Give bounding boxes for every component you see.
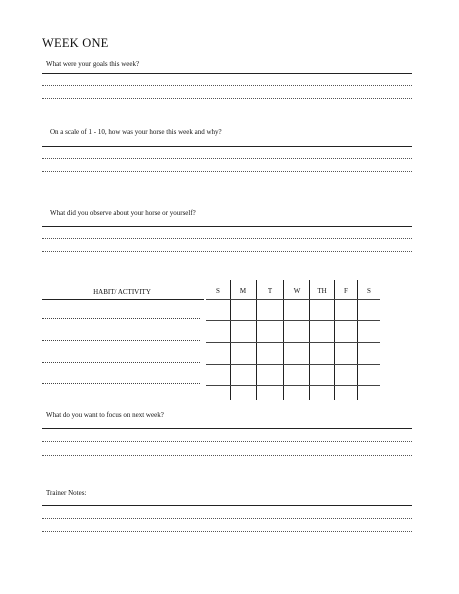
day-header-t: T xyxy=(267,287,273,295)
focus-answer-line-1[interactable] xyxy=(42,428,412,429)
habit-entry-line-2[interactable] xyxy=(42,340,200,341)
day-header-s1: S xyxy=(216,287,220,295)
rating-answer-line-3[interactable] xyxy=(42,171,412,172)
grid-row-line-5 xyxy=(206,385,380,386)
page-title: WEEK ONE xyxy=(42,36,109,50)
trainer-notes-line-1[interactable] xyxy=(42,505,412,506)
trainer-notes-line-3[interactable] xyxy=(42,531,412,532)
observe-answer-line-2[interactable] xyxy=(42,238,412,239)
habit-activity-header: HABIT/ ACTIVITY xyxy=(93,288,151,296)
goals-answer-line-2[interactable] xyxy=(42,85,412,86)
rating-answer-line-2[interactable] xyxy=(42,158,412,159)
day-header-m: M xyxy=(239,287,247,295)
day-header-f: F xyxy=(344,287,348,295)
grid-vline-1 xyxy=(230,280,231,400)
grid-row-line-3 xyxy=(206,342,380,343)
focus-answer-line-2[interactable] xyxy=(42,441,412,442)
grid-row-line-4 xyxy=(206,364,380,365)
grid-vline-2 xyxy=(256,280,257,400)
grid-vline-6 xyxy=(357,280,358,400)
goals-answer-line-3[interactable] xyxy=(42,98,412,99)
rating-answer-line-1[interactable] xyxy=(42,146,412,147)
observe-answer-line-1[interactable] xyxy=(42,226,412,227)
grid-row-line-2 xyxy=(206,320,380,321)
habit-entry-line-3[interactable] xyxy=(42,362,200,363)
trainer-notes-line-2[interactable] xyxy=(42,518,412,519)
focus-answer-line-3[interactable] xyxy=(42,455,412,456)
grid-vline-4 xyxy=(309,280,310,400)
grid-vline-5 xyxy=(334,280,335,400)
observe-answer-line-3[interactable] xyxy=(42,251,412,252)
grid-row-line-1 xyxy=(206,299,380,300)
habit-header-underline xyxy=(42,299,204,300)
day-header-w: W xyxy=(293,287,301,295)
day-header-s2: S xyxy=(367,287,371,295)
goals-answer-line-1[interactable] xyxy=(42,73,412,74)
grid-vline-3 xyxy=(283,280,284,400)
focus-prompt: What do you want to focus on next week? xyxy=(46,411,164,419)
observe-prompt: What did you observe about your horse or yourself? xyxy=(50,209,196,217)
trainer-notes-prompt: Trainer Notes: xyxy=(46,489,87,497)
habit-entry-line-4[interactable] xyxy=(42,383,200,384)
day-header-th: TH xyxy=(317,287,327,295)
habit-entry-line-1[interactable] xyxy=(42,318,200,319)
goals-prompt: What were your goals this week? xyxy=(46,60,140,68)
rating-prompt: On a scale of 1 - 10, how was your horse this week and why? xyxy=(50,128,222,136)
